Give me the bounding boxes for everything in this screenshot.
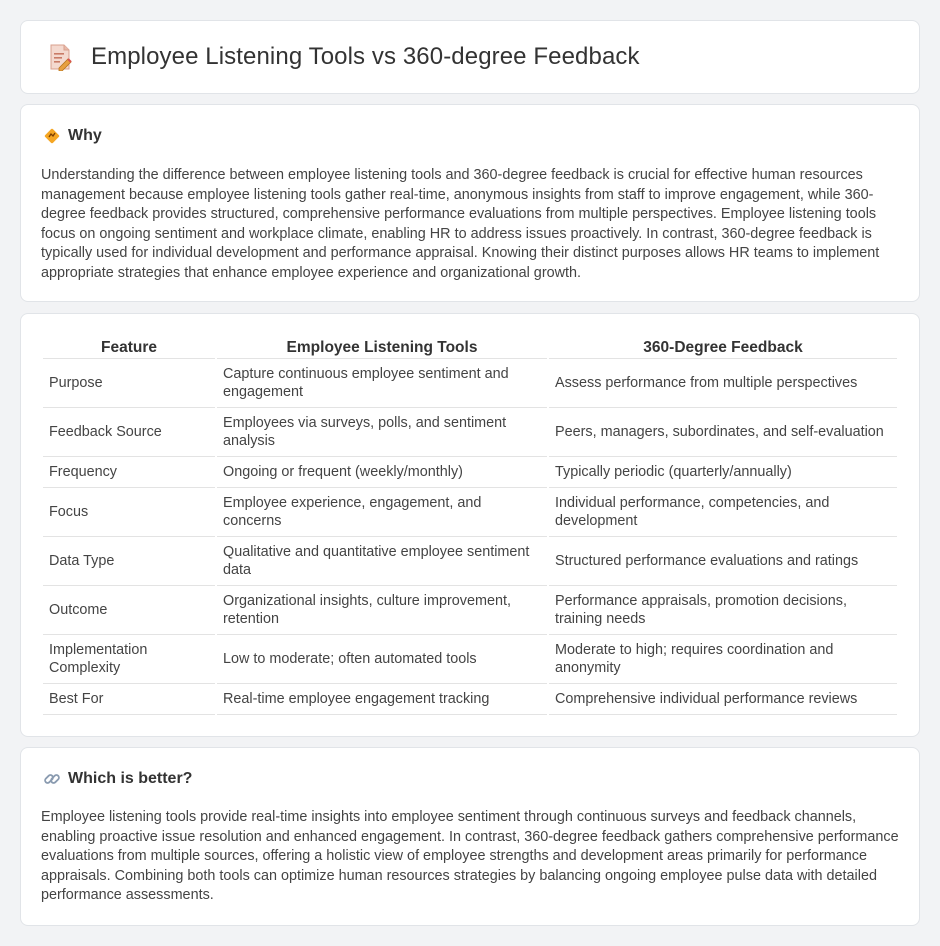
row-360-value: Assess performance from multiple perspectives: [549, 359, 897, 408]
table-row: [43, 537, 897, 586]
table-row: [43, 684, 897, 715]
header-feature: Feature: [43, 334, 215, 359]
header-listening-tools: Employee Listening Tools: [217, 334, 547, 359]
row-feature: Feedback Source: [43, 408, 215, 457]
table-row: [43, 359, 897, 408]
table-header-row: [43, 334, 897, 359]
table-row: [43, 488, 897, 537]
row-listening-value: Qualitative and quantitative employee sentiment data: [217, 537, 547, 586]
table-card: [20, 313, 920, 737]
row-360-value: Moderate to high; requires coordination and anonymity: [549, 635, 897, 684]
table-row: [43, 586, 897, 635]
diamond-sign-icon: [43, 127, 61, 145]
table-row: [43, 408, 897, 457]
row-feature: Purpose: [43, 359, 215, 408]
better-title: Which is better?: [68, 770, 193, 787]
row-feature: Best For: [43, 684, 215, 715]
row-listening-value: Employee experience, engagement, and concerns: [217, 488, 547, 537]
comparison-table: [41, 334, 899, 715]
link-icon: [43, 770, 61, 788]
row-360-value: Structured performance evaluations and ratings: [549, 537, 897, 586]
row-360-value: Performance appraisals, promotion decisions, training needs: [549, 586, 897, 635]
page-title: Employee Listening Tools vs 360-degree Feedback: [91, 43, 640, 70]
header-360-feedback: 360-Degree Feedback: [549, 334, 897, 359]
why-text: Understanding the difference between employee listening tools and 360-degree feedback is crucial for effective human resources management because employee listening tools gather real-time, anonymous insights from staff to improve engagement, while 360-degree feedback provides structured, comprehensive performance evaluations from multiple perspectives. Employee listening tools focus on ongoing sentiment and workplace climate, enabling HR to address issues proactively. In contrast, 360-degree feedback is typically used for individual development and performance appraisal. Knowing their distinct purposes allows HR teams to implement appropriate strategies that enhance employee experience and organizational growth.: [41, 167, 880, 281]
row-feature: Data Type: [43, 537, 215, 586]
row-listening-value: Ongoing or frequent (weekly/monthly): [217, 457, 547, 488]
title-row: [47, 43, 640, 71]
row-360-value: Peers, managers, subordinates, and self-evaluation: [549, 408, 897, 457]
better-heading: [43, 770, 192, 788]
header-card: [20, 20, 920, 94]
table-row: [43, 635, 897, 684]
row-feature: Implementation Complexity: [43, 635, 215, 684]
row-listening-value: Employees via surveys, polls, and sentiment analysis: [217, 408, 547, 457]
document-edit-icon: [47, 43, 73, 71]
row-feature: Focus: [43, 488, 215, 537]
why-heading: [43, 127, 102, 145]
row-360-value: Typically periodic (quarterly/annually): [549, 457, 897, 488]
row-listening-value: Real-time employee engagement tracking: [217, 684, 547, 715]
row-listening-value: Low to moderate; often automated tools: [217, 635, 547, 684]
table-row: [43, 457, 897, 488]
row-360-value: Individual performance, competencies, and development: [549, 488, 897, 537]
row-feature: Outcome: [43, 586, 215, 635]
row-listening-value: Organizational insights, culture improvement, retention: [217, 586, 547, 635]
better-text: Employee listening tools provide real-time insights into employee sentiment through continuous surveys and feedback channels, enabling proactive issue resolution and enhanced engagement. In contrast, 360-degree feedback gathers comprehensive performance evaluations from multiple sources, offering a holistic view of employee strengths and development areas primarily for performance appraisals. Combining both tools can optimize human resources strategies by balancing ongoing employee pulse data with detailed performance assessments.: [41, 809, 899, 903]
why-card: [20, 104, 920, 302]
row-listening-value: Capture continuous employee sentiment and engagement: [217, 359, 547, 408]
better-card: [20, 747, 920, 926]
why-title: Why: [68, 127, 102, 144]
row-360-value: Comprehensive individual performance reviews: [549, 684, 897, 715]
row-feature: Frequency: [43, 457, 215, 488]
